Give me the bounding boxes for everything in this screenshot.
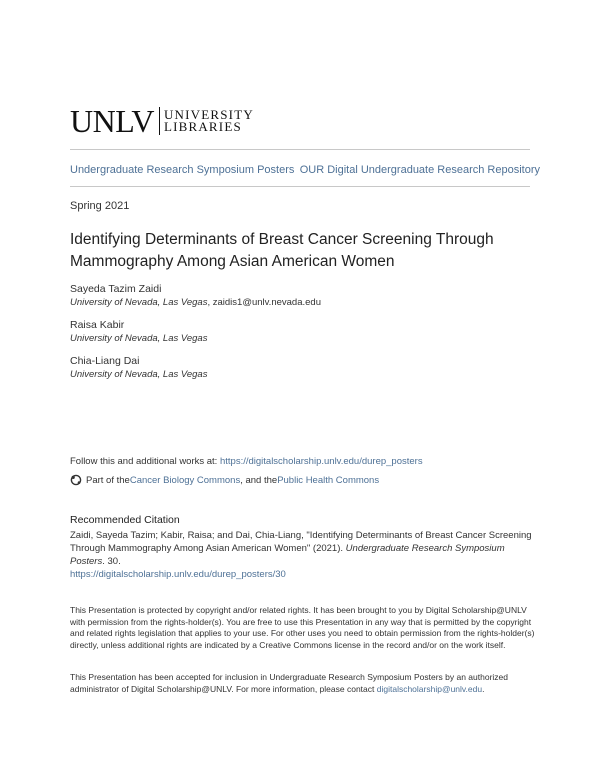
citation-url[interactable]: https://digitalscholarship.unlv.edu/durep_posters/30 bbox=[70, 569, 286, 580]
citation-series: Undergraduate Research Symposium Posters bbox=[70, 543, 505, 567]
copyright-notice: This Presentation is protected by copyright and/or related rights. It has been brought to you by Digital Scholarship@UNLV with permission from the rights-holder(s). You are free to use this Presentation in any way that is permitted by the copyright and related rights legislation that applies to your use. For other uses you need to obtain permission from the rights-holder(s) directly, unless additional rights are indicated by a Creative Commons license in the record and/or on the work itself. bbox=[70, 605, 535, 650]
recommended-citation-heading: Recommended Citation bbox=[70, 514, 180, 526]
unlv-libraries-logo bbox=[70, 103, 254, 139]
logo-line-1: UNIVERSITY bbox=[163, 106, 254, 122]
cancer-biology-commons-link[interactable]: Cancer Biology Commons bbox=[129, 474, 241, 486]
publication-date: Spring 2021 bbox=[70, 200, 130, 212]
follow-link[interactable]: https://digitalscholarship.unlv.edu/durep_posters bbox=[219, 456, 423, 467]
top-divider bbox=[70, 149, 530, 150]
author-block bbox=[70, 318, 207, 346]
author-affiliation: University of Nevada, Las Vegas bbox=[70, 369, 208, 380]
public-health-commons-link[interactable]: Public Health Commons bbox=[277, 474, 380, 486]
logo-text bbox=[163, 106, 254, 134]
part-of-line: Part of the Cancer Biology Commons , and the Public Health Commons bbox=[70, 474, 379, 486]
recommended-citation: Zaidi, Sayeda Tazim; Kabir, Raisa; and Dai, Chia-Liang, "Identifying Determinants of Breast Cancer Screening Through Mammography Among Asian American Women" (2021). Undergraduate Research Symposium Posters. 30. https://digitalscholarship.unlv.edu/durep_posters/30 bbox=[70, 530, 532, 580]
logo-line-2: LIBRARIES bbox=[163, 119, 242, 134]
logo-mark: UNLV bbox=[70, 103, 154, 139]
contact-notice: This Presentation has been accepted for inclusion in Undergraduate Research Symposium Posters by an authorized administrator of Digital Scholarship@UNLV. For more information, please contact digitalscholarship@unlv.edu. bbox=[70, 672, 508, 694]
collection-link-repository[interactable]: OUR Digital Undergraduate Research Repository bbox=[299, 164, 540, 176]
author-affiliation: University of Nevada, Las Vegas, zaidis1@unlv.nevada.edu bbox=[70, 297, 321, 308]
bottom-divider bbox=[70, 186, 530, 187]
author-name: Sayeda Tazim Zaidi bbox=[70, 283, 162, 295]
collection-link-posters[interactable]: Undergraduate Research Symposium Posters bbox=[70, 164, 295, 176]
logo-divider bbox=[159, 107, 160, 135]
author-block bbox=[70, 354, 207, 382]
author-name: Raisa Kabir bbox=[70, 319, 125, 331]
follow-line: Follow this and additional works at: https://digitalscholarship.unlv.edu/durep_posters bbox=[70, 456, 423, 467]
author-email: , zaidis1@unlv.nevada.edu bbox=[207, 297, 321, 308]
collection-links bbox=[70, 164, 540, 176]
commons-network-icon bbox=[70, 474, 82, 486]
author-affiliation: University of Nevada, Las Vegas bbox=[70, 333, 208, 344]
contact-email-link[interactable]: digitalscholarship@unlv.edu bbox=[376, 683, 483, 694]
author-block bbox=[70, 282, 321, 310]
author-name: Chia-Liang Dai bbox=[70, 355, 140, 367]
document-title: Identifying Determinants of Breast Cancer Screening Through Mammography Among Asian American Women bbox=[70, 231, 494, 270]
